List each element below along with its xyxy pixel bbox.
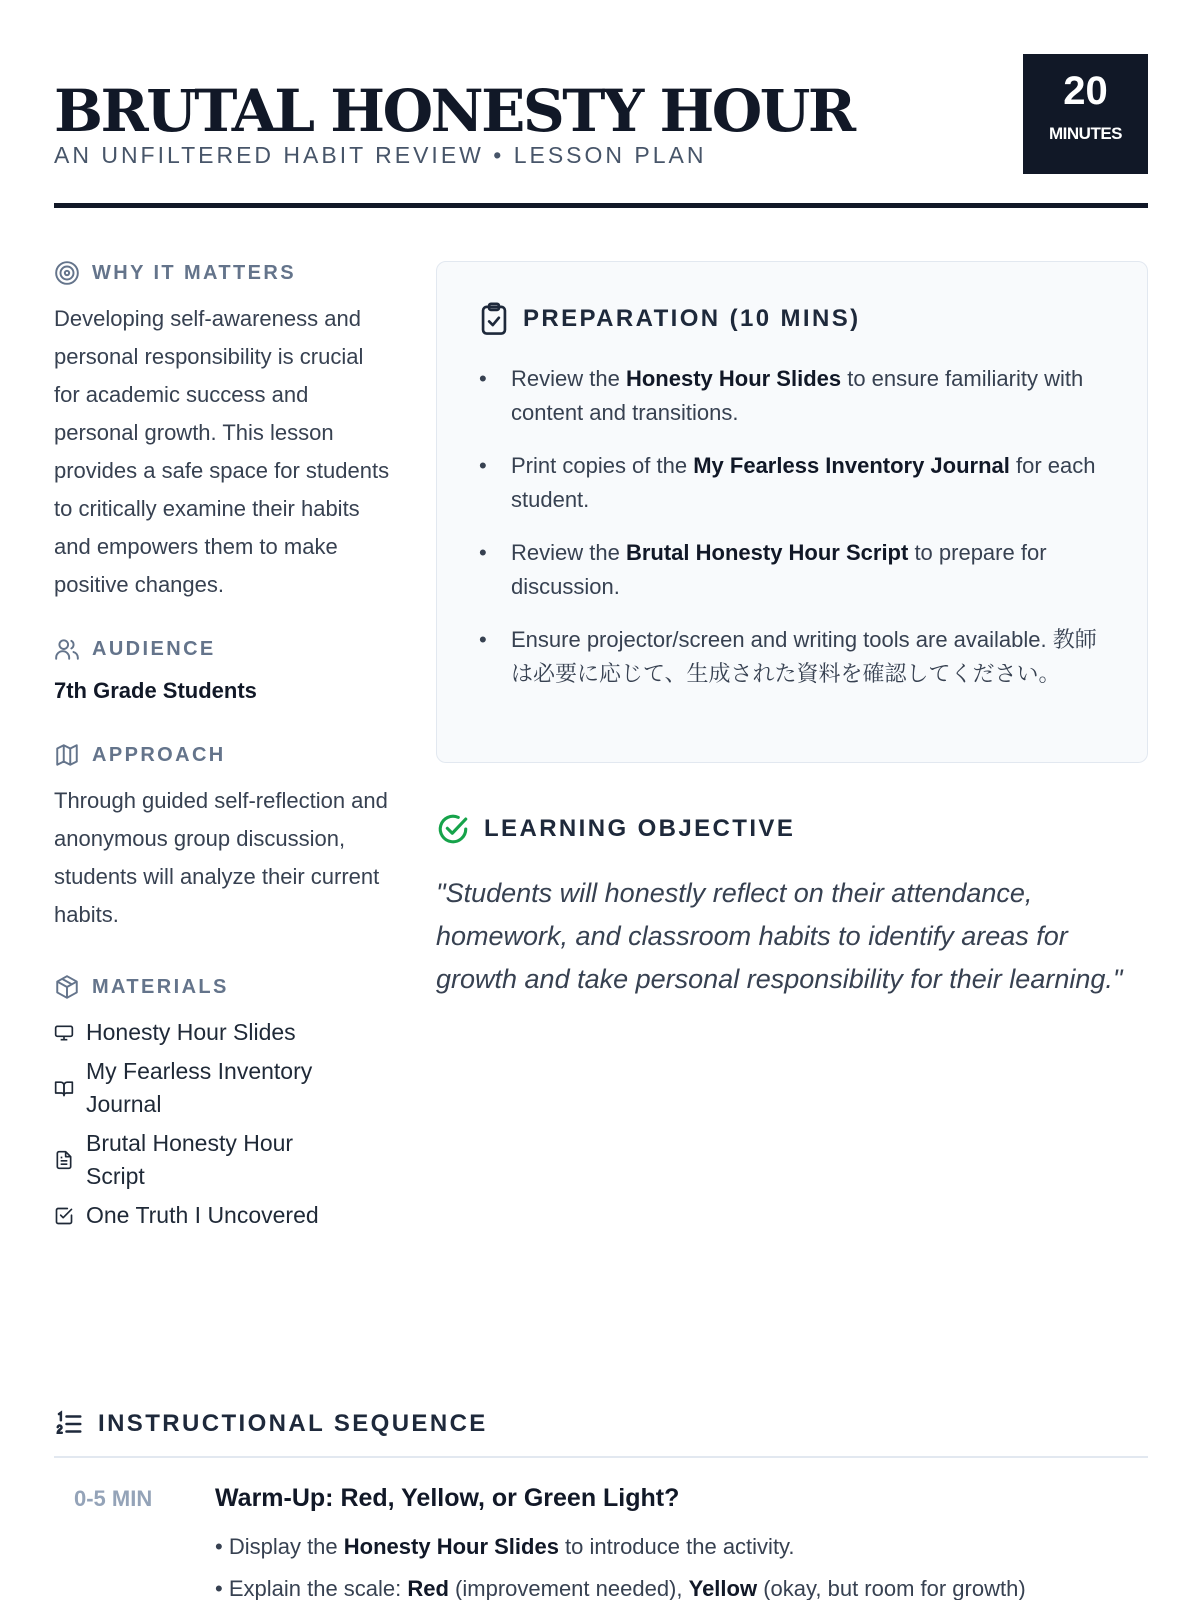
audience-heading <box>54 634 394 664</box>
materials-section <box>54 972 394 1232</box>
step-title: Warm-Up: Red, Yellow, or Green Light? <box>215 1483 680 1512</box>
page-subtitle: AN UNFILTERED HABIT REVIEW • LESSON PLAN <box>54 142 707 168</box>
material-item <box>54 1127 344 1193</box>
audience-label: AUDIENCE <box>92 637 216 660</box>
objective-section <box>436 812 1148 1001</box>
sequence-heading <box>54 1404 1148 1444</box>
objective-quote: "Students will honestly reflect on their attendance, homework, and classroom habits to identify areas for growth and take personal responsibility for their learning." <box>436 878 1123 994</box>
document-icon <box>54 1150 74 1170</box>
ordered-list-icon <box>54 1409 84 1439</box>
material-item <box>54 1199 344 1232</box>
preparation-title: PREPARATION (10 MINS) <box>523 305 861 332</box>
duration-badge <box>1023 54 1148 174</box>
material-label: My Fearless Inventory Journal <box>86 1058 313 1117</box>
material-label: One Truth I Uncovered <box>86 1202 319 1228</box>
users-icon <box>54 636 80 662</box>
sequence-section <box>54 1404 1148 1600</box>
sequence-title: INSTRUCTIONAL SEQUENCE <box>98 1410 488 1437</box>
materials-heading <box>54 972 394 1002</box>
page-header <box>54 54 1148 208</box>
duration-value: 20 <box>1063 69 1108 113</box>
step-time: 0-5 MIN <box>74 1485 153 1511</box>
preparation-heading <box>479 302 1107 336</box>
audience-section <box>54 634 394 704</box>
objective-title: LEARNING OBJECTIVE <box>484 815 796 842</box>
preparation-card <box>436 261 1148 763</box>
preparation-list <box>479 362 1107 691</box>
why-label: WHY IT MATTERS <box>92 261 296 284</box>
why-heading <box>54 258 394 288</box>
preparation-item: • Review the Brutal Honesty Hour Script to prepare for discussion. <box>479 536 1107 604</box>
approach-section <box>54 740 394 934</box>
sequence-step <box>54 1478 1148 1600</box>
target-icon <box>54 260 80 286</box>
left-column <box>54 258 394 1238</box>
preparation-item: • Ensure projector/screen and writing tools are available. 教師は必要に応じて、生成された資料を確認してください。 <box>479 623 1107 691</box>
step-bullets <box>215 1526 1148 1600</box>
material-item <box>54 1055 344 1121</box>
page-title: BRUTAL HONESTY HOUR <box>54 77 854 145</box>
checkbox-icon <box>54 1206 74 1226</box>
sequence-divider <box>54 1456 1148 1458</box>
presentation-icon <box>54 1023 74 1043</box>
approach-text: Through guided self-reflection and anonymous group discussion, students will analyze their current habits. <box>54 788 388 927</box>
material-item <box>54 1016 344 1049</box>
why-section <box>54 258 394 604</box>
approach-label: APPROACH <box>92 743 226 766</box>
material-label: Honesty Hour Slides <box>86 1019 296 1045</box>
map-icon <box>54 742 80 768</box>
clipboard-check-icon <box>479 302 509 336</box>
materials-list <box>54 1016 394 1232</box>
preparation-item: • Print copies of the My Fearless Inventory Journal for each student. <box>479 449 1107 517</box>
package-icon <box>54 974 80 1000</box>
duration-unit: MINUTES <box>1049 124 1122 143</box>
step-bullet: • Display the Honesty Hour Slides to introduce the activity. <box>215 1533 795 1559</box>
materials-label: MATERIALS <box>92 975 229 998</box>
why-text: Developing self-awareness and personal responsibility is crucial for academic success and personal growth. This lesson provides a safe space for students to critically examine their habits and empowers them to make positive changes. <box>54 306 390 597</box>
material-label: Brutal Honesty Hour Script <box>86 1130 294 1189</box>
objective-heading <box>436 812 1148 846</box>
audience-text: 7th Grade Students <box>54 678 257 703</box>
approach-heading <box>54 740 394 770</box>
check-circle-icon <box>436 812 470 846</box>
preparation-item: • Review the Honesty Hour Slides to ensure familiarity with content and transitions. <box>479 362 1107 430</box>
step-body <box>215 1478 1148 1600</box>
book-icon <box>54 1078 74 1098</box>
step-bullet: • Explain the scale: Red (improvement needed), Yellow (okay, but room for growth) <box>215 1575 1026 1600</box>
